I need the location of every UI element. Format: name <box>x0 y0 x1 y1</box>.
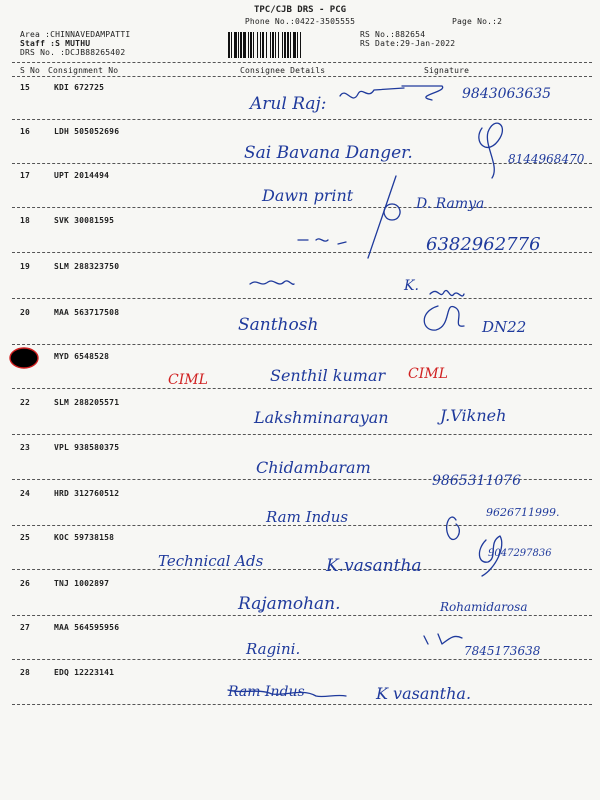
handwritten-signature: J.Vikneh <box>440 406 507 425</box>
row-sno: 27 <box>20 623 31 632</box>
handwritten-phone: 9626711999. <box>486 506 560 519</box>
document-title: TPC/CJB DRS - PCG <box>253 5 347 15</box>
row-consignment: SLM 288205571 <box>54 398 120 407</box>
handwritten-remark: CIML <box>408 366 448 382</box>
signature-scribble <box>424 306 464 330</box>
row-sno: 26 <box>20 579 31 588</box>
handwritten-phone: 9047297836 <box>488 548 552 559</box>
row-sno: 20 <box>20 308 31 317</box>
row-consignment: VPL 938580375 <box>54 443 120 452</box>
handwritten-signature: K vasantha. <box>376 684 472 703</box>
handwritten-signature: DN22 <box>482 318 527 336</box>
col-header-consignee: Consignee Details <box>240 66 326 75</box>
area-label: Area :CHINNAVEDAMPATTI <box>20 30 131 39</box>
signature-scribble <box>402 86 443 100</box>
signature-scribble <box>368 176 396 258</box>
handwritten-remark: CIML <box>168 372 208 388</box>
circle-mark <box>10 348 38 368</box>
handwritten-name: Chidambaram <box>256 458 371 477</box>
row-sno: 18 <box>20 216 31 225</box>
page-number: Page No.:2 <box>452 17 503 26</box>
row-consignment: HRD 312760512 <box>54 489 120 498</box>
handwritten-phone: 6382962776 <box>426 234 541 255</box>
signature-scribble <box>479 123 503 178</box>
col-header-sno: S No <box>20 66 41 75</box>
row-sno: 25 <box>20 533 31 542</box>
row-sno: 23 <box>20 443 31 452</box>
row-consignment: MAA 563717508 <box>54 308 120 317</box>
row-sno: 17 <box>20 171 31 180</box>
handwritten-name: Ram Indus <box>228 684 305 700</box>
row-consignment: TNJ 1002897 <box>54 579 110 588</box>
handwritten-signature: K.vasantha <box>326 556 422 576</box>
row-consignment: MAA 564595956 <box>54 623 120 632</box>
drs-number: DRS No. :DCJB88265402 <box>20 48 126 57</box>
row-consignment: KDI 672725 <box>54 83 105 92</box>
signature-scribble <box>384 204 400 220</box>
handwritten-name: Sai Bavana Danger. <box>244 143 413 163</box>
handwritten-name: Senthil kumar <box>270 366 386 385</box>
handwritten-name: Rajamohan. <box>238 594 341 614</box>
col-header-signature: Signature <box>424 66 470 75</box>
handwritten-name: Ram Indus <box>266 508 349 526</box>
handwritten-name: Santhosh <box>238 315 319 335</box>
handwritten-signature: K. <box>404 278 419 294</box>
handwritten-name: Technical Ads <box>158 552 264 570</box>
row-sno: 19 <box>20 262 31 271</box>
signature-scribble <box>228 690 346 697</box>
rs-date: RS Date:29-Jan-2022 <box>360 39 456 48</box>
row-consignment: SVK 30081595 <box>54 216 115 225</box>
row-consignment: LDH 505052696 <box>54 127 120 136</box>
row-sno: 16 <box>20 127 31 136</box>
handwritten-name: Dawn print <box>262 186 354 205</box>
row-sno: 28 <box>20 668 31 677</box>
row-sno: 15 <box>20 83 31 92</box>
row-consignment: UPT 2014494 <box>54 171 110 180</box>
handwritten-phone: 7845173638 <box>464 644 541 658</box>
phone-number: Phone No.:0422-3505555 <box>244 17 356 26</box>
row-sno: 22 <box>20 398 31 407</box>
staff-label: Staff :S MUTHU <box>20 39 91 48</box>
row-consignment: SLM 288323750 <box>54 262 120 271</box>
signature-scribble <box>479 536 501 576</box>
handwritten-signature: Rohamidarosa <box>440 600 528 614</box>
handwritten-name: Arul Raj: <box>250 94 327 114</box>
rs-number: RS No.:882654 <box>360 30 426 39</box>
signature-scribble <box>447 517 460 539</box>
row-consignment: MYD 6548528 <box>54 352 110 361</box>
handwritten-name: Lakshminarayan <box>254 408 389 427</box>
signature-scribble <box>424 634 462 644</box>
col-header-consignment: Consignment No <box>48 66 119 75</box>
handwritten-phone: 9843063635 <box>462 86 552 102</box>
signature-scribble <box>250 281 294 284</box>
signature-scribble <box>340 88 404 98</box>
signature-scribble <box>430 290 464 295</box>
row-consignment: KOC 59738158 <box>54 533 115 542</box>
signature-scribble <box>298 239 346 244</box>
handwritten-name: Ragini. <box>246 640 301 658</box>
row-sno: 24 <box>20 489 31 498</box>
handwritten-phone: 9865311076 <box>432 473 522 489</box>
row-consignment: EDQ 12223141 <box>54 668 115 677</box>
handwritten-signature: D. Ramya <box>416 196 485 212</box>
handwritten-phone: 8144968470 <box>508 152 585 166</box>
